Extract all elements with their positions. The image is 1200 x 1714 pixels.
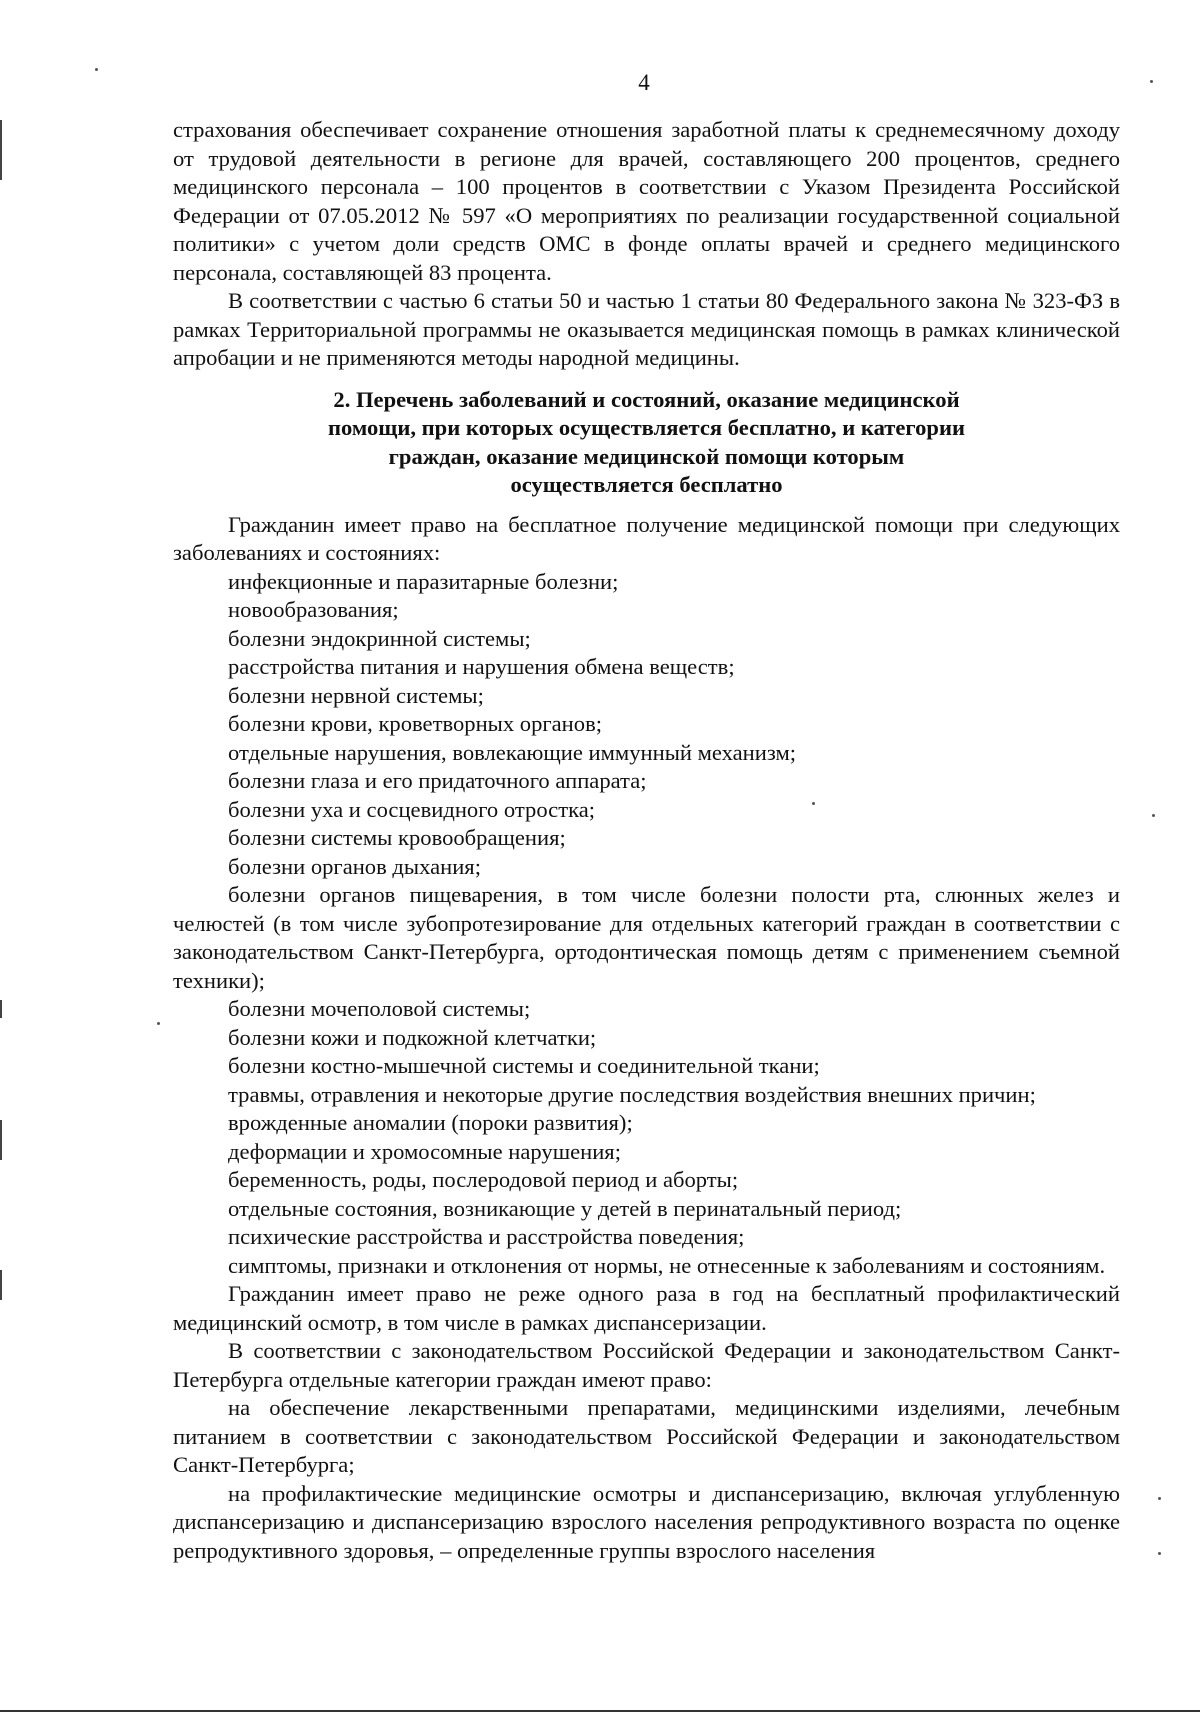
section-heading-line: граждан, оказание медицинской помощи которым <box>388 443 905 469</box>
paragraph-free-care-intro: Гражданин имеет право на бесплатное получение медицинской помощи при следующих заболеваниях и состояниях: <box>173 511 1120 565</box>
paragraph-categories-intro: В соответствии с законодательством Российской Федерации и законодательством Санкт-Петербурга отдельные категории граждан имеют право: <box>173 1338 1120 1392</box>
scan-speck <box>95 68 98 71</box>
list-item: болезни крови, кроветворных органов; <box>228 711 603 736</box>
list-item: беременность, роды, послеродовой период и аборты; <box>228 1167 739 1192</box>
list-item: болезни органов дыхания; <box>228 853 481 879</box>
page-number: 4 <box>638 70 650 95</box>
list-item: болезни эндокринной системы; <box>228 625 531 651</box>
list-item: травмы, отравления и некоторые другие последствия воздействия внешних причин; <box>228 1081 1036 1107</box>
list-item: отдельные состояния, возникающие у детей в перинатальный период; <box>228 1195 902 1221</box>
scan-edge-mark <box>0 120 2 180</box>
list-item: болезни системы кровообращения; <box>228 825 566 850</box>
list-item: расстройства питания и нарушения обмена веществ; <box>228 654 735 679</box>
list-item: болезни уха и сосцевидного отростка; <box>228 796 596 822</box>
scan-speck <box>812 802 815 805</box>
page-bottom-edge <box>0 1710 1200 1712</box>
section-heading <box>173 386 1120 500</box>
list-item: новообразования; <box>228 597 399 622</box>
list-item: болезни кожи и подкожной клетчатки; <box>228 1024 597 1050</box>
list-item-symptoms: симптомы, признаки и отклонения от нормы, не отнесенные к заболеваниям и состояниям. <box>228 1252 1106 1278</box>
paragraph-right-medicines: на обеспечение лекарственными препаратами, медицинскими изделиями, лечебным питанием в соответствии с законодательством Российской Федерации и законодательством Санкт-Петербурга; <box>173 1395 1120 1477</box>
scan-speck <box>1158 1552 1161 1555</box>
list-item: болезни мочеполовой системы; <box>228 996 531 1021</box>
paragraph-right-checkups: на профилактические медицинские осмотры и диспансеризацию, включая углубленную диспансеризацию и диспансеризацию взрослого населения репродуктивного возраста по оценке репродуктивного здоровья, – определенные группы взрослого населения <box>173 1480 1120 1563</box>
list-item: инфекционные и паразитарные болезни; <box>228 568 619 594</box>
scan-speck <box>1150 80 1153 83</box>
section-heading-line: помощи, при которых осуществляется бесплатно, и категории <box>327 415 966 440</box>
section-heading-line: осуществляется бесплатно <box>510 472 783 497</box>
paragraph-preventive-checkup: Гражданин имеет право не реже одного раза в год на бесплатный профилактический медицинский осмотр, в том числе в рамках диспансеризации. <box>173 1281 1120 1335</box>
document-body <box>173 116 1120 1565</box>
list-item: отдельные нарушения, вовлекающие иммунный механизм; <box>228 739 797 765</box>
scan-edge-mark <box>0 1120 2 1160</box>
scan-edge-mark <box>0 1270 2 1300</box>
scan-speck <box>157 1022 160 1025</box>
list-item: деформации и хромосомные нарушения; <box>228 1138 621 1164</box>
disease-list <box>173 568 1120 1281</box>
list-item: болезни костно-мышечной системы и соединительной ткани; <box>228 1053 820 1078</box>
paragraph-clinical-approbation: В соответствии с частью 6 статьи 50 и частью 1 статьи 80 Федерального закона № 323-ФЗ в рамках Территориальной программы не оказывается медицинская помощь в рамках клинической апробации и не применяются методы народной медицины. <box>173 288 1120 370</box>
section-heading-line: 2. Перечень заболеваний и состояний, оказание медицинской <box>333 386 960 412</box>
list-item: психические расстройства и расстройства поведения; <box>228 1224 745 1249</box>
list-item: болезни глаза и его придаточного аппарата; <box>228 768 647 793</box>
scan-speck <box>1152 814 1155 817</box>
scan-speck <box>1158 1497 1161 1500</box>
list-item-digestive: болезни органов пищеварения, в том числе болезни полости рта, слюнных желез и челюстей (в том числе зубопротезирование для отдельных категорий граждан в соответствии с законодательством Санкт-Петербурга, ортодонтическая помощь детям с применением съемной техники); <box>173 882 1120 993</box>
scan-edge-mark <box>0 1000 2 1018</box>
paragraph-continued: страхования обеспечивает сохранение отношения заработной платы к среднемесячному доходу от трудовой деятельности в регионе для врачей, составляющего 200 процентов, среднего медицинского персонала – 100 процентов в соответствии с Указом Президента Российской Федерации от 07.05.2012 № 597 «О мероприятиях по реализации государственной социальной политики» с учетом доли средств ОМС в фонде оплаты врачей и среднего медицинского персонала, составляющей 83 процента. <box>173 117 1120 285</box>
list-item: болезни нервной системы; <box>228 682 484 708</box>
list-item: врожденные аномалии (пороки развития); <box>228 1110 633 1135</box>
